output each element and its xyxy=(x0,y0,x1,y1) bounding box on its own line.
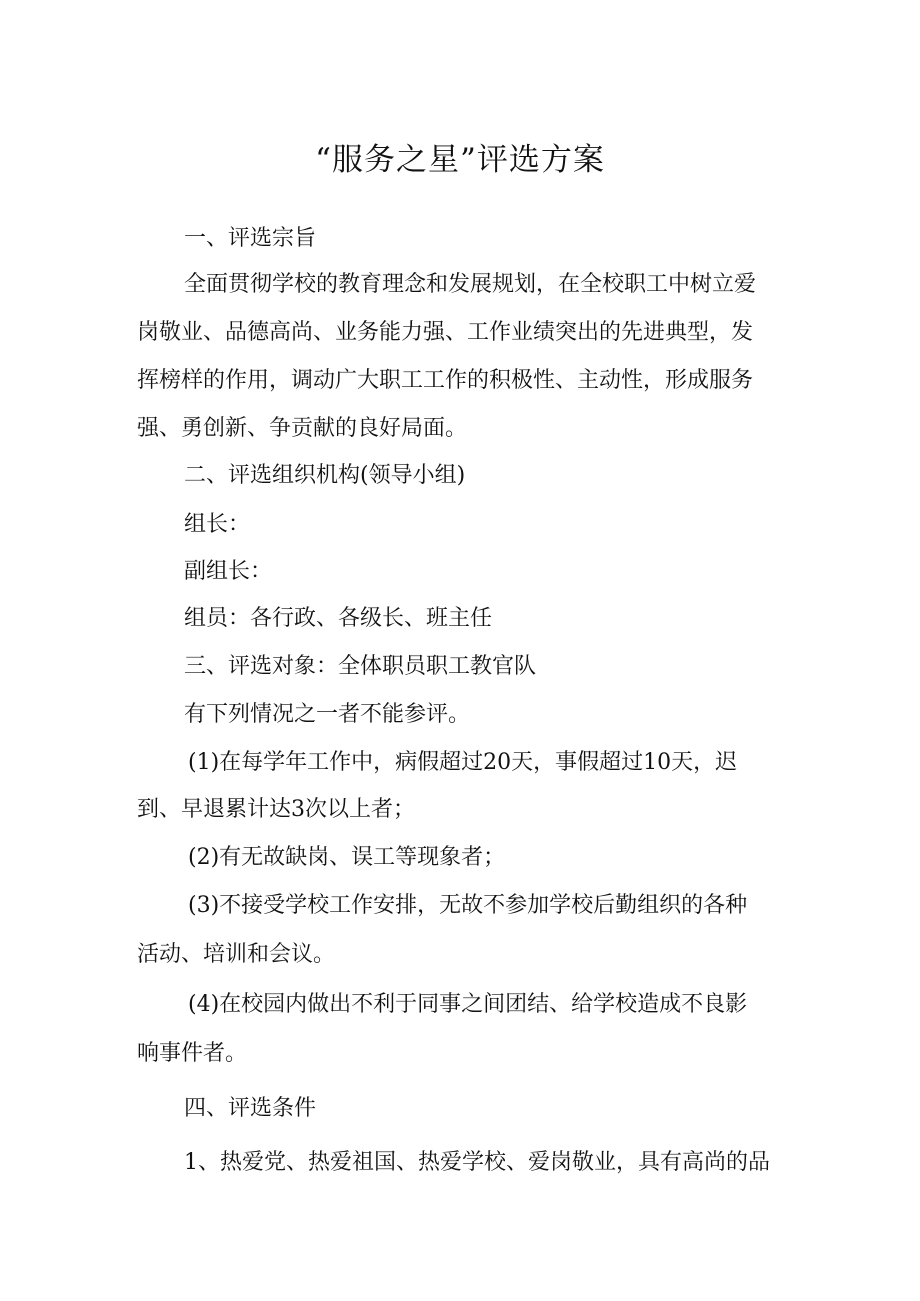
section-1-paragraph-line-2: 岗敬业、品德高尚、业务能力强、工作业绩突出的先进典型，发 xyxy=(137,320,754,345)
exclusion-intro: 有下列情况之一者不能参评。 xyxy=(184,702,471,727)
document-title: “服务之星”评选方案 xyxy=(315,142,605,178)
exclusion-item-3-line-2: 活动、培训和会议。 xyxy=(137,942,336,967)
exclusion-item-4-line-1: (4)在校园内做出不利于同事之间团结、给学校造成不良影 xyxy=(188,992,748,1017)
exclusion-item-1-line-2: 到、早退累计达3次以上者； xyxy=(137,797,415,822)
section-1-heading: 一、评选宗旨 xyxy=(184,226,317,251)
exclusion-item-4-line-2: 响事件者。 xyxy=(137,1041,248,1066)
section-1-paragraph-line-3: 挥榜样的作用，调动广大职工工作的积极性、主动性，形成服务 xyxy=(137,368,754,393)
group-leader-line: 组长： xyxy=(184,512,251,537)
exclusion-item-2: (2)有无故缺岗、误工等现象者； xyxy=(188,845,506,870)
section-3-heading: 三、评选对象：全体职员职工教官队 xyxy=(184,654,537,679)
exclusion-item-3-line-1: (3)不接受学校工作安排，无故不参加学校后勤组织的各种 xyxy=(188,893,748,918)
exclusion-item-1-line-1: (1)在每学年工作中，病假超过20天，事假超过10天，迟 xyxy=(188,750,738,775)
section-1-paragraph-line-1: 全面贯彻学校的教育理念和发展规划，在全校职工中树立爱 xyxy=(184,272,757,297)
section-2-heading: 二、评选组织机构(领导小组) xyxy=(184,463,466,488)
section-4-heading: 四、评选条件 xyxy=(184,1096,317,1121)
criteria-item-1-line-1: 1、热爱党、热爱祖国、热爱学校、爱岗敬业，具有高尚的品 xyxy=(184,1150,770,1175)
deputy-leader-line: 副组长： xyxy=(184,559,273,584)
section-1-paragraph-line-4: 强、勇创新、争贡献的良好局面。 xyxy=(137,416,468,441)
group-members-line: 组员：各行政、各级长、班主任 xyxy=(184,606,493,631)
